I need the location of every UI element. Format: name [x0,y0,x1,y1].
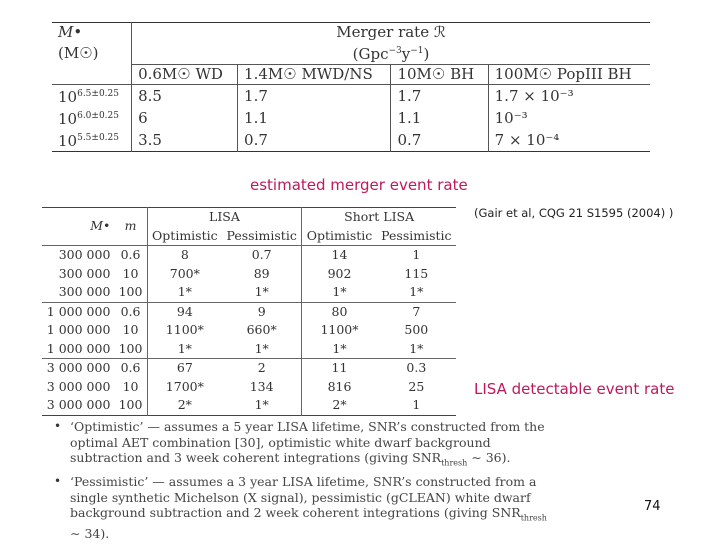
table-row [42,321,456,340]
mass-header: M• [52,23,132,43]
col-header-mwdns: 1.4M☉ MWD/NS [238,65,391,85]
table-cell: 1* [409,340,424,356]
table-cell: 11 [302,359,377,378]
sub-header-pessimistic: Pessimistic [222,227,302,246]
table-cell: 10 [114,265,147,284]
table-cell: 300 000 [58,284,111,299]
table-cell: 9 [222,302,302,321]
table-cell: 7 [377,302,456,321]
table-cell: 500 [404,322,429,337]
table-cell: 300 000 [42,246,114,265]
col-header-wd: 0.6M☉ WD [132,65,238,85]
table-cell: 115 [404,265,429,281]
reference-citation: (Gair et al, CQG 21 S1595 (2004) ) [474,206,674,220]
table-row [42,302,456,321]
table-cell: 10 [114,321,147,340]
table-cell: 700* [169,265,200,281]
table-cell: 3 000 000 [46,397,111,412]
table-cell: 1 000 000 [46,340,111,356]
caption-lisa-rate: LISA detectable event rate [474,380,675,398]
table-cell: 1* [222,283,302,302]
table-cell: 1* [177,284,192,299]
table-cell: 3 000 000 [42,359,114,378]
page-number: 74 [644,499,661,514]
table-cell: 0.6 [114,359,147,378]
table-cell: 0.3 [377,359,456,378]
rate-unit: $(Gpc^{-3}y^{-1})$ [352,45,430,63]
table-row [42,340,456,359]
table-cell: 100 [114,283,147,302]
note-optimistic: • ‘Optimistic’ — assumes a 5 year LISA lifetime, SNR’s constructed from the optimal AET combination [30], optimistic white dwarf background subtraction and 3 week coherent integrations (giving $SNR_{thresh}$ ∼ 36). [54,419,545,468]
merger-rate-table [52,22,650,152]
lisa-rate-table [42,207,456,416]
table-row: $10^{5.5\pm 0.25}$ 3.5 0.7 0.7 7 × 10⁻⁴ [52,129,650,152]
table-cell: 67 [147,359,222,378]
notes-list [52,419,552,545]
mass-unit: (M☉) [52,42,132,65]
table-cell: 100 [114,396,147,415]
col-header-bh: 10M☉ BH [391,65,488,85]
table-cell: 1* [222,396,302,415]
table-cell: 1* [409,284,424,299]
table-cell: 1700* [165,378,204,394]
table-cell: 300 000 [58,265,111,281]
table-cell: 80 [302,302,377,321]
bullet-icon: • [54,419,62,433]
table-cell: 2 [222,359,302,378]
table-cell: 1 [377,246,456,265]
table-row: $10^{6.5\pm 0.25}$ 8.5 1.7 1.7 1.7 × 10⁻³ [52,85,650,108]
table-cell: 1 [412,397,421,412]
col-header-popiii: 100M☉ PopIII BH [488,65,650,85]
table-cell: 0.6 [114,246,147,265]
table-cell: 3 000 000 [46,378,111,394]
table-cell: 89 [222,265,302,284]
table-cell: 2* [332,397,347,412]
rate-header: Merger rate ℛ [336,23,446,41]
sub-header-pessimistic: Pessimistic [377,227,456,246]
note-pessimistic: • ‘Pessimistic’ — assumes a 3 year LISA lifetime, SNR’s constructed from a single synthetic Michelson (X signal), pessimistic (gCLEAN) white dwarf background subtraction and 2 week coherent integrations (giving $SNR_{thresh}$ ∼ 34). [54,474,547,541]
bullet-icon: • [54,474,62,488]
lisa-mass-header: M• [90,218,111,234]
table-row: $10^{6.0\pm 0.25}$ 6 1.1 1.1 10⁻³ [52,107,650,129]
table-cell: 1 000 000 [42,302,114,321]
sub-header-optimistic: Optimistic [147,227,222,246]
table-row [42,378,456,397]
lisa-m-header: m [114,208,147,246]
table-cell: 14 [302,246,377,265]
group-header-lisa: LISA [147,208,302,227]
table-cell: 1* [222,340,302,359]
table-cell: 660* [222,321,302,340]
table-cell: 816 [327,378,352,394]
caption-merger-rate: estimated merger event rate [250,176,468,194]
table-cell: 0.7 [222,246,302,265]
table-cell: 134 [222,378,302,397]
table-cell: 1100* [320,322,359,337]
sub-header-optimistic: Optimistic [302,227,377,246]
table-cell: 8 [147,246,222,265]
table-cell: 1* [332,340,347,356]
table-cell: 25 [408,378,425,394]
table-cell: 100 [114,340,147,359]
table-row [42,283,456,302]
table-cell: 94 [147,302,222,321]
table-cell: 902 [327,265,352,281]
table-cell: 1* [332,284,347,299]
table-cell: 0.6 [114,302,147,321]
table-cell: 1 000 000 [46,322,111,337]
table-cell: 1100* [165,322,204,337]
group-header-short-lisa: Short LISA [344,209,415,224]
table-row [42,246,456,265]
table-row [42,396,456,415]
table-row [42,265,456,284]
table-row [42,359,456,378]
table-cell: 10 [114,378,147,397]
table-cell: 1* [177,340,192,356]
table-cell: 2* [177,397,192,412]
